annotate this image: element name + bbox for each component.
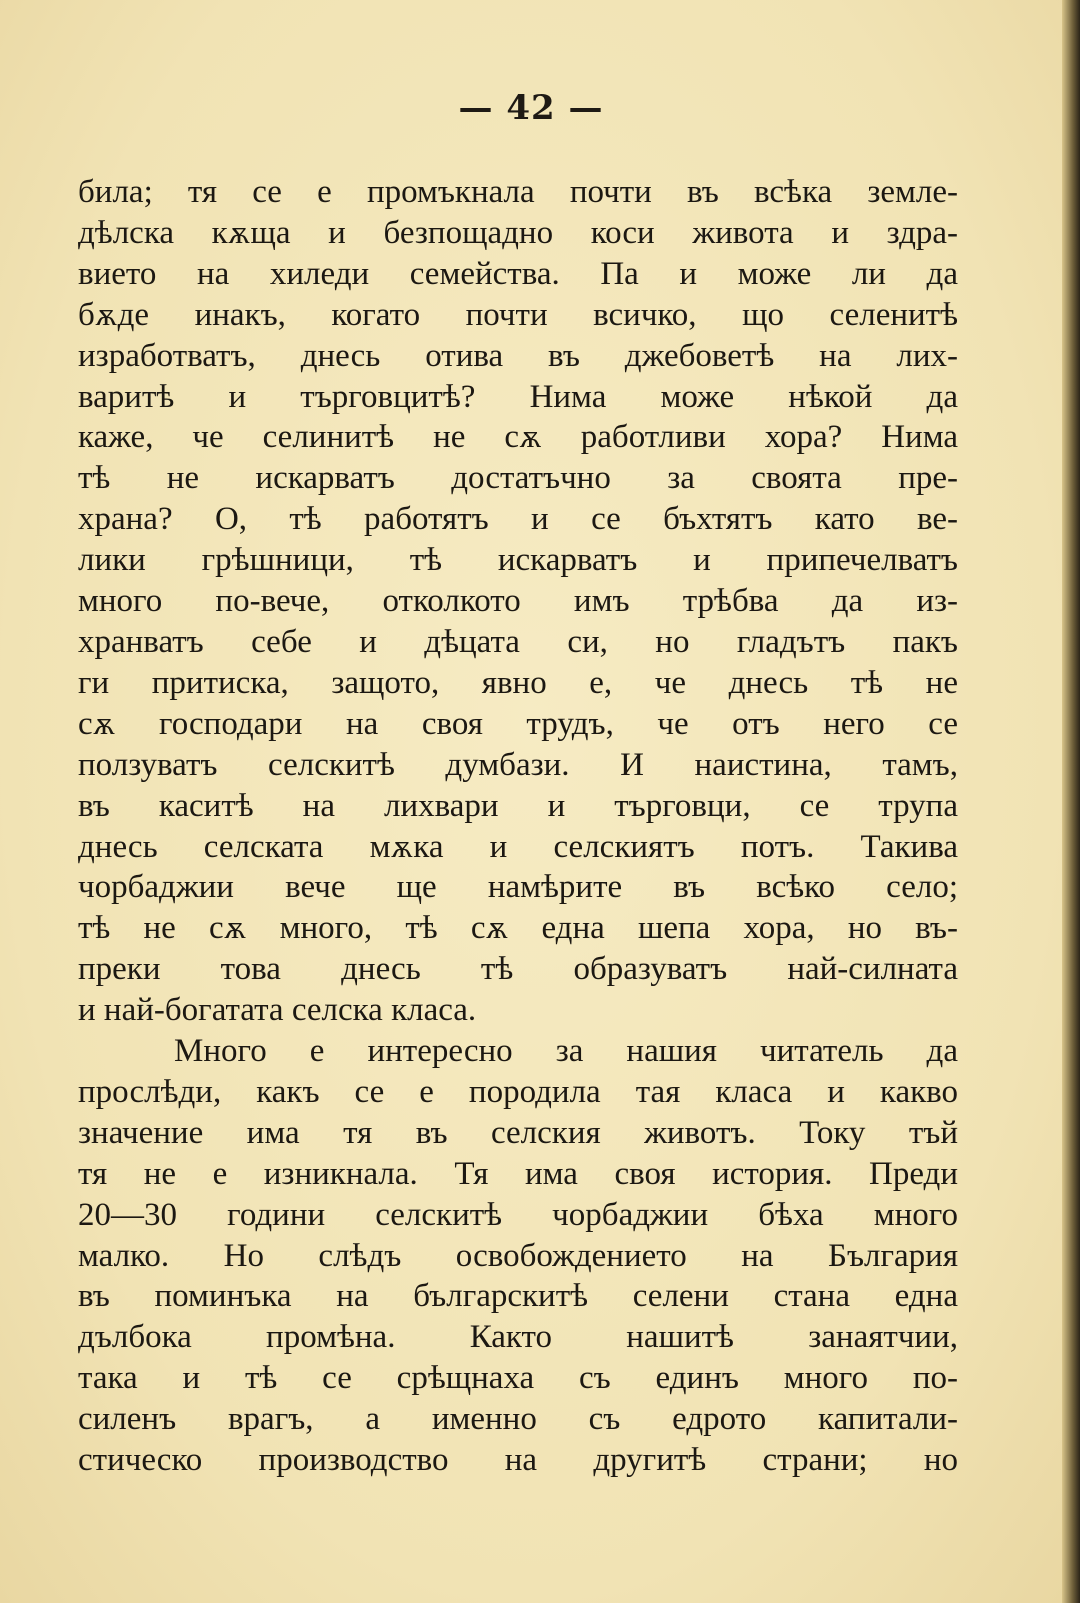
text-line: дълбока промѣна. Както нашитѣ занаятчии, <box>78 1319 958 1356</box>
text-line: каже, че селинитѣ не сѫ работливи хора? Нима <box>78 419 958 456</box>
text-line: чорбаджии вече ще намѣрите въ всѣко село; <box>78 869 958 906</box>
page-number: — 42 — <box>458 88 604 128</box>
text-line: днесь селската мѫка и селскиятъ потъ. Такива <box>78 828 958 865</box>
text-line: значение има тя въ селския животъ. Току тъй <box>78 1114 958 1151</box>
text-line: изработватъ, днесь отива въ джебоветѣ на лих- <box>78 337 958 374</box>
text-line: сѫ господари на своя трудъ, че отъ него се <box>78 705 958 742</box>
text-line: въ каситѣ на лихвари и търговци, се трупа <box>78 787 958 824</box>
text-line: и най-богатата селска класа. <box>78 992 477 1029</box>
text-line: въ поминъка на българскитѣ селени стана една <box>78 1278 958 1315</box>
text-line: силенъ врагъ, а именно съ едрото капитали- <box>78 1401 958 1438</box>
body-text <box>78 172 958 1481</box>
text-line: така и тѣ се срѣщнаха съ единъ много по- <box>78 1360 958 1397</box>
paragraph-2 <box>78 1031 958 1481</box>
text-line: тя не е изникнала. Тя има своя история. Преди <box>78 1155 958 1192</box>
text-line: преки това днесь тѣ образуватъ най-силната <box>78 951 958 988</box>
text-line: бѫде инакъ, когато почти всичко, що селенитѣ <box>78 296 958 333</box>
text-line: дѣлска кѫща и безпощадно коси живота и здра- <box>78 214 958 251</box>
text-line: Много е интересно за нашия читатель да <box>174 1033 958 1070</box>
text-line: лики грѣшници, тѣ искарватъ и припечелватъ <box>78 542 958 579</box>
text-line: ги притиска, защото, явно е, че днесь тѣ не <box>78 664 958 701</box>
page-edge <box>1062 0 1080 1603</box>
text-line: прослѣди, какъ се е породила тая класа и какво <box>78 1073 958 1110</box>
paragraph-1 <box>78 172 958 1031</box>
text-line: тѣ не искарватъ достатъчно за своята пре- <box>78 460 958 497</box>
text-line: храна? О, тѣ работятъ и се бъхтятъ като ве- <box>78 501 958 538</box>
text-line: била; тя се е промъкнала почти въ всѣка земле- <box>78 174 958 210</box>
text-line: хранватъ себе и дѣцата си, но гладътъ пакъ <box>78 623 958 660</box>
text-line: 20—30 години селскитѣ чорбаджии бѣха много <box>78 1196 958 1233</box>
text-line: ползуватъ селскитѣ думбази. И наистина, тамъ, <box>78 746 958 783</box>
text-line: варитѣ и търговцитѣ? Нима може нѣкой да <box>78 378 958 415</box>
text-line: вието на хиледи семейства. Па и може ли да <box>78 255 958 292</box>
text-line: стическо производство на другитѣ страни; но <box>78 1442 958 1479</box>
text-line: малко. Но слѣдъ освобождението на България <box>78 1237 958 1274</box>
text-line: тѣ не сѫ много, тѣ сѫ една шепа хора, но въ- <box>78 910 958 947</box>
text-line: много по-вече, отколкото имъ трѣбва да из- <box>78 583 958 620</box>
